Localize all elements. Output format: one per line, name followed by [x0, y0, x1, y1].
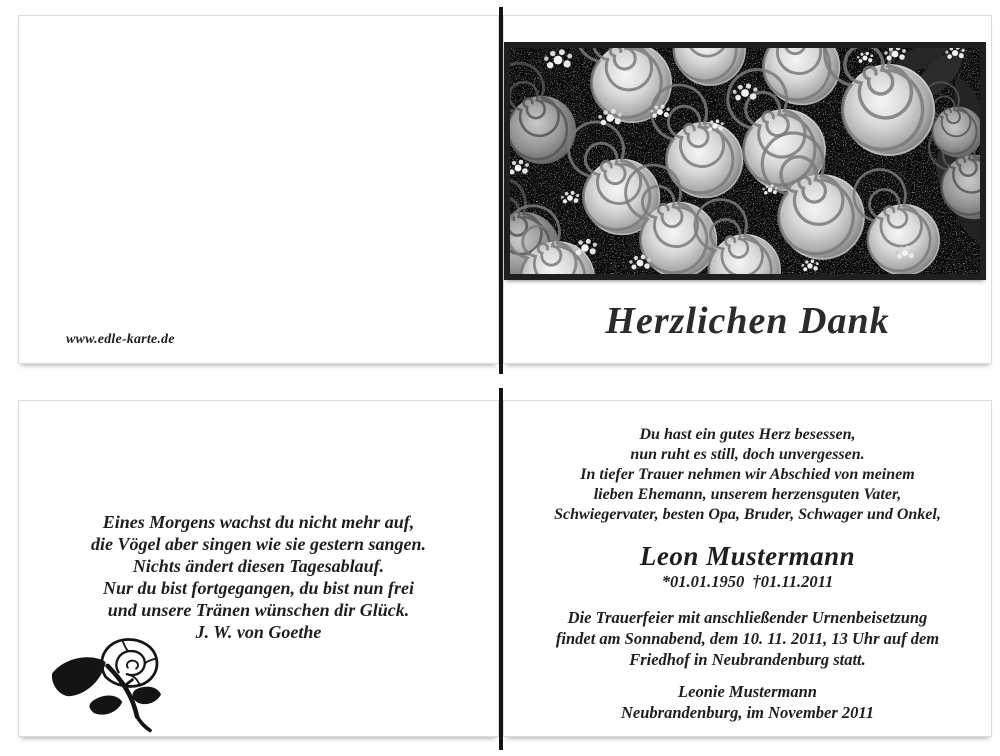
intro-block — [504, 425, 991, 525]
life-dates: *01.01.1950 †01.11.2011 — [661, 572, 834, 591]
fold-line-bottom — [499, 388, 503, 750]
signature-line: Leonie Mustermann — [678, 682, 817, 701]
funeral-block — [504, 607, 991, 670]
signature-block — [504, 681, 991, 723]
intro-line: Du hast ein gutes Herz besessen, — [639, 426, 856, 443]
intro-line: lieben Ehemann, unserem herzensguten Vater, — [593, 486, 902, 503]
publisher-url: www.edle-karte.de — [66, 332, 175, 347]
rose-clipart-icon — [39, 629, 189, 735]
roses-photo-frame — [504, 42, 986, 280]
funeral-line: findet am Sonnabend, dem 10. 11. 2011, 13 Uhr auf dem — [555, 629, 940, 648]
poem-block — [19, 511, 498, 643]
poem-line: die Vögel aber singen wie sie gestern sangen. — [90, 534, 426, 554]
poem-author: J. W. von Goethe — [195, 622, 322, 642]
deceased-name: Leon Mustermann — [639, 541, 856, 571]
roses-photo-icon — [510, 48, 980, 274]
intro-line: Schwiegervater, besten Opa, Bruder, Schwager und Onkel, — [554, 506, 941, 523]
fold-line-top — [499, 7, 503, 374]
intro-line: In tiefer Trauer nehmen wir Abschied von meinem — [580, 466, 915, 483]
signature-line: Neubrandenburg, im November 2011 — [620, 703, 874, 722]
poem-line: Eines Morgens wachst du nicht mehr auf, — [102, 512, 415, 532]
funeral-line: Friedhof in Neubrandenburg statt. — [629, 650, 866, 669]
intro-line: nun ruht es still, doch unvergessen. — [630, 446, 865, 463]
card-back-panel — [18, 15, 499, 364]
poem-line: Nichts ändert diesen Tagesablauf. — [132, 556, 385, 576]
front-title: Herzlichen Dank — [605, 300, 890, 342]
card-inside-left-panel — [18, 400, 499, 737]
card-inside-right-panel — [503, 400, 992, 737]
funeral-line: Die Trauerfeier mit anschließender Urnenbeisetzung — [567, 608, 928, 627]
poem-line: Nur du bist fortgegangen, du bist nun frei — [102, 578, 415, 598]
card-front-panel — [503, 15, 992, 364]
poem-line: und unsere Tränen wünschen dir Glück. — [107, 600, 410, 620]
